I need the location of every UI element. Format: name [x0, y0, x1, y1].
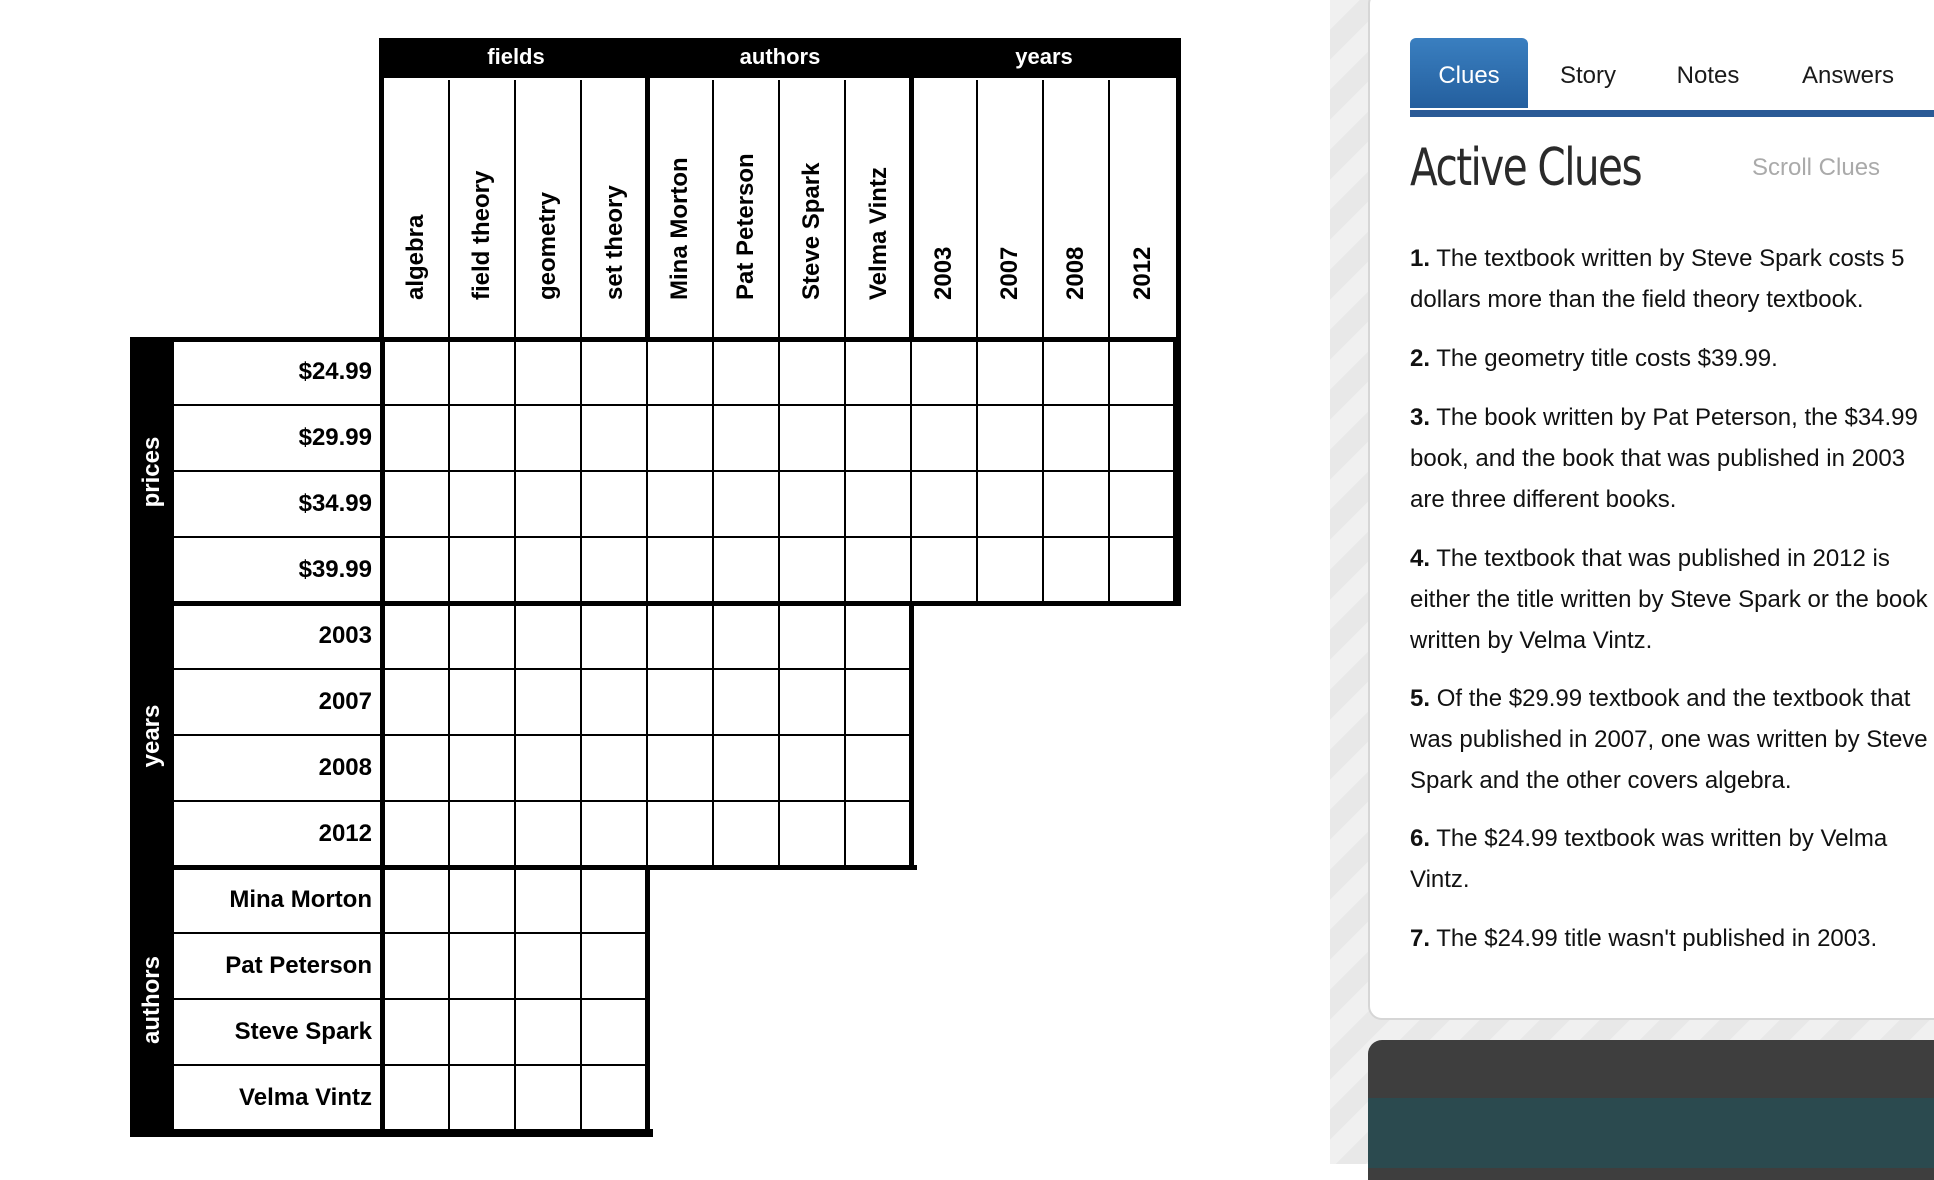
grid-cell[interactable] [582, 736, 648, 802]
column-label [1044, 80, 1110, 342]
grid-cell[interactable] [384, 1066, 450, 1132]
grid-cell[interactable] [780, 538, 846, 604]
group-separator [380, 604, 385, 868]
grid-cell[interactable] [714, 604, 780, 670]
group-separator [380, 340, 385, 604]
grid-cell[interactable] [648, 604, 714, 670]
grid-cell[interactable] [384, 802, 450, 868]
grid-cell[interactable] [384, 406, 450, 472]
column-label-text: 2012 [1129, 246, 1156, 300]
grid-cell[interactable] [582, 1066, 648, 1132]
clue-item: 3. The book written by Pat Peterson, the $34.99 book, and the book that was published in 2003 are three different books. [1410, 404, 1918, 513]
column-label-text: geometry [534, 191, 561, 300]
grid-cell[interactable] [582, 670, 648, 736]
column-label [582, 80, 648, 342]
row-group-header-text: years [138, 704, 165, 768]
column-label [450, 80, 516, 342]
grid-cell[interactable] [384, 736, 450, 802]
grid-cell[interactable] [582, 406, 648, 472]
grid-cell[interactable] [1044, 340, 1110, 406]
grid-cell[interactable] [516, 1066, 582, 1132]
column-label [648, 80, 714, 342]
header-border-left [379, 38, 384, 340]
group-separator [909, 604, 914, 870]
tab-notes[interactable]: Notes [1676, 62, 1740, 89]
grid-bottom-border [130, 1132, 653, 1137]
grid-cell[interactable] [648, 406, 714, 472]
grid-cell[interactable] [1044, 406, 1110, 472]
tab-underline [1410, 110, 1934, 117]
scroll-clues-link[interactable]: Scroll Clues [1752, 154, 1881, 181]
grid-cell[interactable] [780, 472, 846, 538]
column-group-header: authors [648, 38, 912, 78]
grid-cell[interactable] [780, 802, 846, 868]
grid-cell[interactable] [450, 802, 516, 868]
column-label-text: Mina Morton [666, 157, 693, 300]
column-label-text: set theory [601, 185, 628, 300]
row-label: $34.99 [174, 472, 384, 538]
grid-cell[interactable] [978, 340, 1044, 406]
grid-cell[interactable] [714, 802, 780, 868]
group-separator [1173, 340, 1178, 606]
grid-cell[interactable] [648, 538, 714, 604]
tab-story[interactable]: Story [1559, 62, 1616, 89]
grid-cell[interactable] [978, 538, 1044, 604]
column-label-text: 2008 [1062, 246, 1089, 300]
grid-cell[interactable] [582, 340, 648, 406]
grid-cell[interactable] [846, 670, 912, 736]
grid-cell[interactable] [714, 670, 780, 736]
clue-item: 7. The $24.99 title wasn't published in 2003. [1410, 925, 1878, 952]
grid-cell[interactable] [450, 472, 516, 538]
row-label: Velma Vintz [174, 1066, 384, 1132]
grid-cell[interactable] [912, 406, 978, 472]
grid-cell[interactable] [450, 1000, 516, 1066]
group-separator [130, 865, 653, 870]
grid-cell[interactable] [516, 1000, 582, 1066]
row-label: 2003 [174, 604, 384, 670]
grid-cell[interactable] [1110, 406, 1176, 472]
grid-cell[interactable] [846, 736, 912, 802]
grid-cell[interactable] [780, 340, 846, 406]
grid-left-border [130, 340, 135, 1132]
row-label: $24.99 [174, 340, 384, 406]
grid-cell[interactable] [582, 934, 648, 1000]
clue-item: 2. The geometry title costs $39.99. [1410, 345, 1778, 372]
grid-cell[interactable] [384, 934, 450, 1000]
grid-cell[interactable] [582, 604, 648, 670]
grid-cell[interactable] [516, 406, 582, 472]
grid-cell[interactable] [648, 802, 714, 868]
grid-cell[interactable] [450, 868, 516, 934]
grid-cell[interactable] [780, 670, 846, 736]
grid-cell[interactable] [648, 472, 714, 538]
grid-cell[interactable] [978, 472, 1044, 538]
grid-cell[interactable] [516, 604, 582, 670]
grid-cell[interactable] [780, 736, 846, 802]
grid-cell[interactable] [714, 736, 780, 802]
group-separator [380, 868, 385, 1132]
row-label: Steve Spark [174, 1000, 384, 1066]
grid-cell[interactable] [384, 604, 450, 670]
grid-cell[interactable] [582, 868, 648, 934]
grid-cell[interactable] [912, 538, 978, 604]
grid-cell[interactable] [648, 670, 714, 736]
clue-item: 5. Of the $29.99 textbook and the textbook that was published in 2007, one was written by Steve Spark and the other covers algebra. [1410, 685, 1928, 794]
grid-cell[interactable] [978, 406, 1044, 472]
grid-cell[interactable] [450, 934, 516, 1000]
clue-item: 6. The $24.99 textbook was written by Velma Vintz. [1410, 825, 1888, 893]
column-label-text: 2007 [996, 246, 1023, 300]
grid-cell[interactable] [384, 538, 450, 604]
grid-cell[interactable] [450, 406, 516, 472]
grid-cell[interactable] [516, 670, 582, 736]
column-group-header: years [912, 38, 1176, 78]
column-label [780, 80, 846, 342]
grid-cell[interactable] [450, 538, 516, 604]
grid-cell[interactable] [714, 406, 780, 472]
tab-answers[interactable]: Answers [1801, 62, 1895, 89]
grid-cell[interactable] [846, 802, 912, 868]
grid-cell[interactable] [450, 736, 516, 802]
grid-cell[interactable] [846, 340, 912, 406]
grid-cell[interactable] [1044, 538, 1110, 604]
grid-cell[interactable] [450, 604, 516, 670]
row-group-header [130, 604, 174, 868]
grid-cell[interactable] [516, 736, 582, 802]
column-label [714, 80, 780, 342]
clue-item: 4. The textbook that was published in 2012 is either the title written by Steve Spark or the book written by Velma Vintz. [1410, 545, 1928, 654]
grid-cell[interactable] [516, 340, 582, 406]
active-clues-title: Active Clues [1410, 138, 1642, 198]
column-label [516, 80, 582, 342]
grid-cell[interactable] [450, 340, 516, 406]
grid-cell[interactable] [582, 1000, 648, 1066]
grid-cell[interactable] [780, 406, 846, 472]
tab-clues[interactable]: Clues [1410, 38, 1528, 108]
column-group-header: fields [384, 38, 648, 78]
bottom-panel-image [1368, 1098, 1934, 1168]
grid-cell[interactable] [846, 406, 912, 472]
column-label-text: Pat Peterson [732, 153, 759, 300]
grid-cell[interactable] [450, 670, 516, 736]
row-group-header [130, 868, 174, 1132]
grid-cell[interactable] [1110, 472, 1176, 538]
grid-cell[interactable] [384, 472, 450, 538]
grid-cell[interactable] [1044, 472, 1110, 538]
grid-cell[interactable] [846, 472, 912, 538]
column-label-text: field theory [468, 170, 495, 300]
column-label-text: Velma Vintz [865, 167, 892, 300]
row-label: 2012 [174, 802, 384, 868]
column-label [912, 80, 978, 342]
grid-cell[interactable] [582, 802, 648, 868]
grid-cell[interactable] [582, 538, 648, 604]
row-label: 2007 [174, 670, 384, 736]
column-label-text: 2003 [930, 246, 957, 300]
grid-cell[interactable] [1110, 340, 1176, 406]
grid-cell[interactable] [912, 340, 978, 406]
grid-cell[interactable] [516, 802, 582, 868]
column-label [384, 80, 450, 342]
column-label [978, 80, 1044, 342]
clue-item: 1. The textbook written by Steve Spark costs 5 dollars more than the field theory textbook. [1410, 245, 1905, 313]
row-label: $29.99 [174, 406, 384, 472]
column-label-text: algebra [402, 214, 429, 300]
grid-cell[interactable] [384, 340, 450, 406]
grid-cell[interactable] [780, 604, 846, 670]
grid-cell[interactable] [516, 934, 582, 1000]
row-group-header-text: prices [138, 436, 165, 508]
grid-cell[interactable] [846, 604, 912, 670]
row-label: Mina Morton [174, 868, 384, 934]
grid-cell[interactable] [846, 538, 912, 604]
row-group-header-text: authors [138, 955, 165, 1045]
column-label [846, 80, 912, 342]
grid-cell[interactable] [714, 340, 780, 406]
grid-cell[interactable] [384, 868, 450, 934]
group-separator [130, 337, 1181, 342]
row-label: $39.99 [174, 538, 384, 604]
grid-cell[interactable] [450, 1066, 516, 1132]
grid-cell[interactable] [582, 472, 648, 538]
row-label: 2008 [174, 736, 384, 802]
grid-cell[interactable] [912, 472, 978, 538]
grid-cell[interactable] [714, 472, 780, 538]
grid-cell[interactable] [384, 1000, 450, 1066]
column-label-text: Steve Spark [798, 162, 825, 300]
grid-cell[interactable] [516, 472, 582, 538]
grid-cell[interactable] [648, 340, 714, 406]
grid-cell[interactable] [1110, 538, 1176, 604]
group-separator [130, 601, 917, 606]
grid-cell[interactable] [516, 538, 582, 604]
row-group-header [130, 340, 174, 604]
grid-cell[interactable] [648, 736, 714, 802]
column-label [1110, 80, 1176, 342]
group-separator [645, 868, 650, 1134]
grid-cell[interactable] [516, 868, 582, 934]
grid-cell[interactable] [384, 670, 450, 736]
grid-cell[interactable] [714, 538, 780, 604]
row-label: Pat Peterson [174, 934, 384, 1000]
